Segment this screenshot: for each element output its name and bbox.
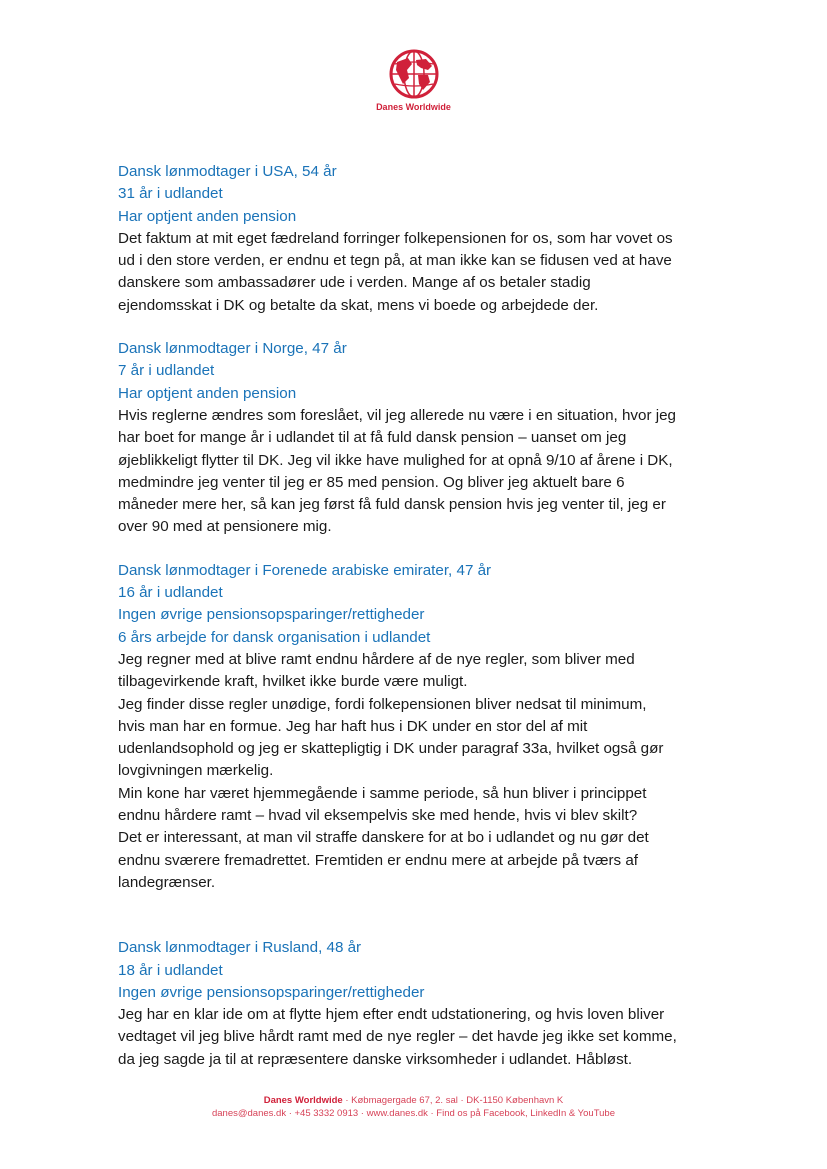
- entry-text-line: Hvis reglerne ændres som foreslået, vil jeg allerede nu være i en situation, hvor jeg: [118, 406, 676, 424]
- entry-heading: Dansk lønmodtager i Rusland, 48 år: [118, 939, 362, 957]
- entry-text-line: medmindre jeg venter til jeg er 85 med pension. Og bliver jeg aktuelt bare 6: [118, 473, 625, 491]
- entry-text-line: Jeg regner med at blive ramt endnu hårdere af de nye regler, som bliver med: [118, 650, 635, 668]
- entry-text-line: Jeg finder disse regler unødige, fordi folkepensionen bliver nedsat til minimum,: [118, 695, 647, 713]
- testimonial-entry-russia: [118, 937, 718, 1071]
- testimonial-entry-norway: [118, 338, 718, 539]
- header-logo: [0, 48, 827, 112]
- entry-text-line: endnu sværere fremadrettet. Fremtiden er endnu mere at arbejde på tværs af: [118, 851, 639, 869]
- entry-text-line: tilbagevirkende kraft, hvilket ikke burde være muligt.: [118, 673, 468, 691]
- entry-text-line: lovgivningen mærkelig.: [118, 762, 274, 780]
- entry-text-line: over 90 med at pensionere mig.: [118, 518, 332, 536]
- globe-icon: [388, 48, 440, 100]
- entry-text-line: vedtaget vil jeg blive hårdt ramt med de nye regler – det havde jeg ikke set komme,: [118, 1028, 677, 1046]
- entry-text-line: måneder mere her, så kan jeg først få fuld dansk pension hvis jeg venter til, jeg er: [118, 496, 666, 514]
- entry-text-line: Min kone har været hjemmegående i samme periode, så hun bliver i princippet: [118, 784, 647, 802]
- footer-address-line: [0, 1094, 827, 1107]
- entry-text-line: Det er interessant, at man vil straffe danskere for at bo i udlandet og nu gør det: [118, 829, 649, 847]
- testimonial-entry-uae: [118, 560, 718, 894]
- entry-text-line: endnu hårdere ramt – hvad vil eksempelvis ske med hende, hvis vi blev skilt?: [118, 807, 638, 825]
- entry-years-abroad: 18 år i udlandet: [118, 961, 223, 979]
- entry-pension-status: Ingen øvrige pensionsopsparinger/rettigheder: [118, 606, 425, 624]
- brand-name: Danes Worldwide: [376, 102, 451, 112]
- entry-text-line: øjeblikkeligt flytter til DK. Jeg vil ikke have mulighed for at opnå 9/10 af årene i DK,: [118, 451, 673, 469]
- entry-text-line: landegrænser.: [118, 873, 216, 891]
- entry-years-abroad: 31 år i udlandet: [118, 185, 223, 203]
- entry-text-line: hvis man har en formue. Jeg har haft hus i DK under en stor del af mit: [118, 717, 588, 735]
- entry-text-line: ejendomsskat i DK og betalte da skat, mens vi boede og arbejdede der.: [118, 296, 599, 314]
- entry-pension-status: Har optjent anden pension: [118, 207, 297, 225]
- entry-work-info: 6 års arbejde for dansk organisation i udlandet: [118, 628, 431, 646]
- footer-contact: danes@danes.dk · +45 3332 0913 · www.danes.dk · Find os på Facebook, LinkedIn & YouTube: [211, 1108, 616, 1119]
- entry-heading: Dansk lønmodtager i USA, 54 år: [118, 163, 337, 180]
- testimonial-entry-usa: [118, 161, 718, 317]
- entry-text-line: ud i den store verden, er endnu et tegn på, at man ikke kan se fidusen ved at have: [118, 252, 672, 270]
- page-footer: [0, 1094, 827, 1120]
- entry-heading: Dansk lønmodtager i Forenede arabiske emirater, 47 år: [118, 561, 492, 579]
- entry-years-abroad: 16 år i udlandet: [118, 584, 223, 602]
- entry-pension-status: Ingen øvrige pensionsopsparinger/rettigheder: [118, 983, 425, 1001]
- entry-text-line: da jeg sagde ja til at repræsentere danske virksomheder i udlandet. Håbløst.: [118, 1050, 633, 1068]
- entry-text-line: Jeg har en klar ide om at flytte hjem efter endt udstationering, og hvis loven bliver: [118, 1006, 665, 1024]
- document-body: [118, 161, 718, 1092]
- entry-text-line: udenlandsophold og jeg er skattepligtig i DK under paragraf 33a, hvilket også gør: [118, 740, 664, 758]
- entry-text-line: har boet for mange år i udlandet til at få fuld dansk pension – uanset om jeg: [118, 429, 627, 447]
- entry-years-abroad: 7 år i udlandet: [118, 362, 215, 380]
- entry-text-line: danskere som ambassadører ude i verden. Mange af os betaler stadig: [118, 274, 591, 292]
- entry-pension-status: Har optjent anden pension: [118, 384, 297, 402]
- footer-brand: Danes Worldwide: [263, 1095, 343, 1106]
- footer-address: · Købmagergade 67, 2. sal · DK-1150 København K: [342, 1095, 564, 1106]
- entry-text-line: Det faktum at mit eget fædreland forringer folkepensionen for os, som har vovet os: [118, 229, 673, 247]
- entry-heading: Dansk lønmodtager i Norge, 47 år: [118, 340, 347, 358]
